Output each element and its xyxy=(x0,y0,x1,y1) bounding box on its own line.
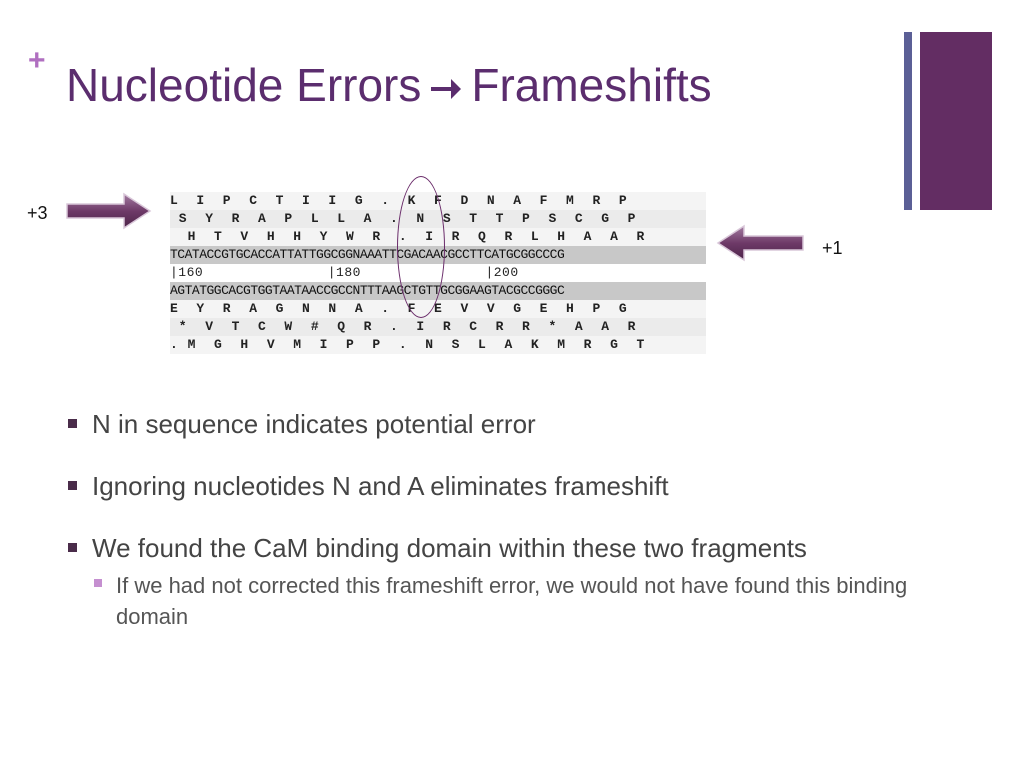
sequence-row: L I P C T I I G . K F D N A F M R P xyxy=(170,192,706,210)
bullet-marker xyxy=(68,543,77,552)
right-shift-label: +1 xyxy=(822,238,843,258)
sequence-row: . M G H V M I P P . N S L A K M R G T xyxy=(170,336,706,354)
sub-bullet-text: If we had not corrected this frameshift error, we would not have found this binding domain xyxy=(116,573,908,629)
right-pointing-arrow-icon xyxy=(64,190,154,232)
slide-plus-mark: + xyxy=(28,44,46,77)
bullet-marker xyxy=(68,481,77,490)
sequence-row: * V T C W # Q R . I R C R R * A A R xyxy=(170,318,706,336)
sequence-row: H T V H H Y W R . I R Q R L H A A R xyxy=(170,228,706,246)
bullet-item xyxy=(68,470,928,502)
left-pointing-arrow-icon xyxy=(714,222,806,264)
bullet-item xyxy=(68,532,928,564)
bullet-text: N in sequence indicates potential error xyxy=(92,409,536,439)
sub-bullet-marker xyxy=(94,579,102,587)
slide-title xyxy=(66,60,712,111)
sequence-row: AGTATGGCACGTGGTAATAACCGCCNTTTAAGCTGTTGCGGAAGTACGCCGGGC xyxy=(170,282,706,300)
sequence-row: E Y R A G N N A . F E V V G E H P G xyxy=(170,300,706,318)
title-part-2: Frameshifts xyxy=(471,59,712,111)
arrow-right-icon xyxy=(429,74,463,104)
sequence-row: TCATACCGTGCACCATTATTGGCGGNAAATTCGACAACGCCTTCATGCGGCCCG xyxy=(170,246,706,264)
bullet-marker xyxy=(68,419,77,428)
bullet-list xyxy=(68,408,928,632)
sequence-ruler: |160 |180 |200 xyxy=(170,264,706,282)
bullet-item xyxy=(68,408,928,440)
decorative-bar-thin xyxy=(904,32,912,210)
decorative-bar-thick xyxy=(920,32,992,210)
bullet-text: Ignoring nucleotides N and A eliminates frameshift xyxy=(92,471,669,501)
error-highlight-oval xyxy=(397,176,445,318)
left-shift-label: +3 xyxy=(27,203,48,223)
title-part-1: Nucleotide Errors xyxy=(66,59,422,111)
bullet-text: We found the CaM binding domain within these two fragments xyxy=(92,533,807,563)
sub-bullet-item xyxy=(94,570,928,632)
sequence-row: S Y R A P L L A . N S T T P S C G P xyxy=(170,210,706,228)
